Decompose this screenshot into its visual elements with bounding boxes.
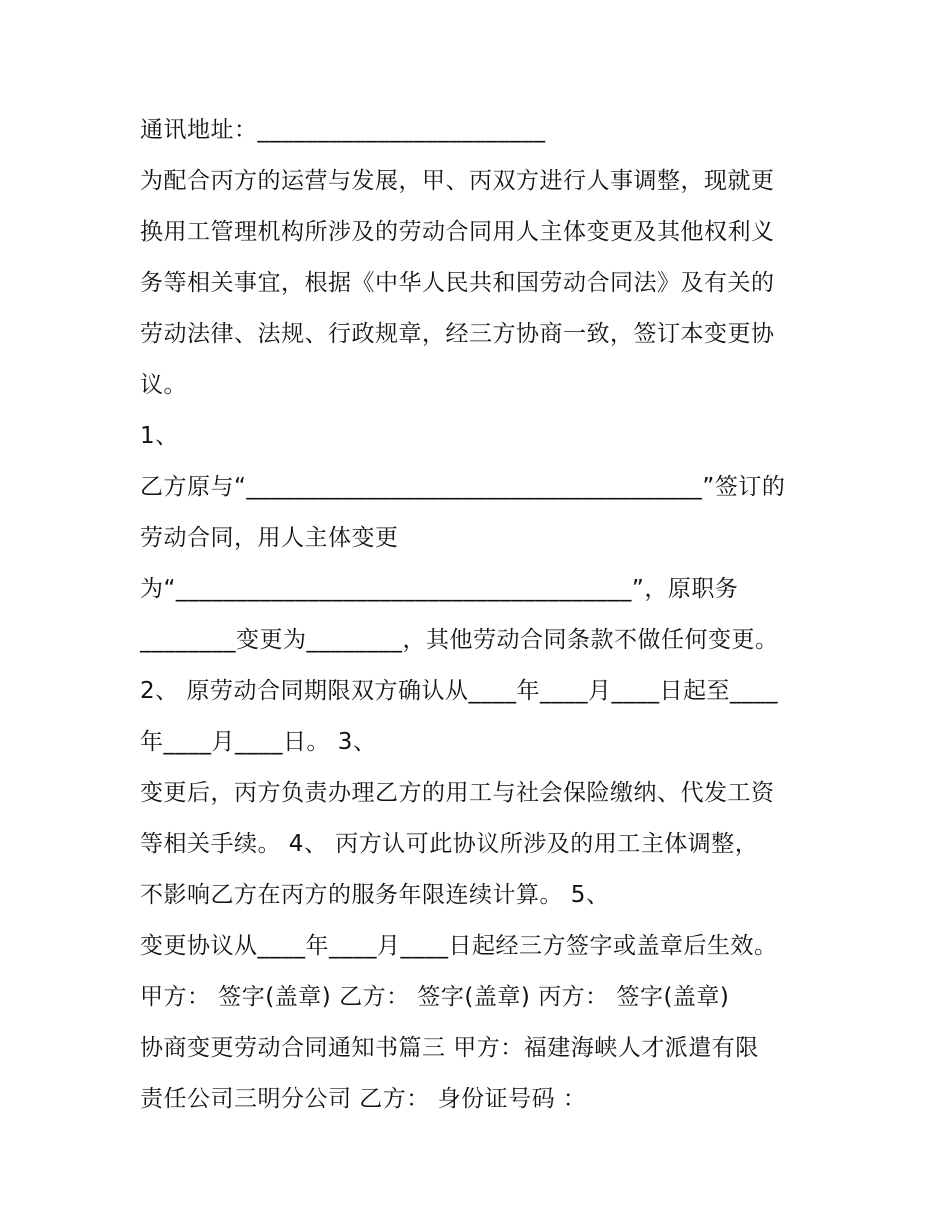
clause-line: 不影响乙方在丙方的服务年限连续计算。 5、: [140, 882, 610, 908]
paragraph-line: 务等相关事宜，根据《中华人民共和国劳动合同法》及有关的: [140, 270, 775, 296]
clause-line: 乙方原与“______________________________________”签订的: [140, 474, 786, 500]
party-info-line: 责任公司三明分公司 乙方： 身份证号码 ：: [140, 1086, 587, 1112]
signature-line: 甲方： 签字(盖章) 乙方： 签字(盖章) 丙方： 签字(盖章): [140, 984, 730, 1010]
paragraph-line: 议。: [140, 372, 187, 398]
clause-line: 变更协议从____年____月____日起经三方签字或盖章后生效。: [140, 933, 778, 959]
address-line: 通讯地址：________________________: [140, 117, 546, 143]
clause-line: 2、 原劳动合同期限双方确认从____年____月____日起至____: [140, 678, 778, 704]
clause-line: 变更后，丙方负责办理乙方的用工与社会保险缴纳、代发工资: [140, 780, 775, 806]
clause-line: 等相关手续。 4、 丙方认可此协议所涉及的用工主体调整，: [140, 831, 759, 857]
paragraph-line: 换用工管理机构所涉及的劳动合同用人主体变更及其他权利义: [140, 219, 775, 245]
clause-line: 劳动合同，用人主体变更: [140, 525, 399, 551]
clause-line: ________变更为________，其他劳动合同条款不做任何变更。: [140, 627, 779, 653]
clause-number: 1、: [140, 423, 179, 449]
clause-line: 年____月____日。 3、: [140, 729, 377, 755]
paragraph-line: 为配合丙方的运营与发展，甲、丙双方进行人事调整，现就更: [140, 168, 775, 194]
paragraph-line: 劳动法律、法规、行政规章，经三方协商一致，签订本变更协: [140, 321, 775, 347]
section-heading-line: 协商变更劳动合同通知书篇三 甲方：福建海峡人才派遣有限: [140, 1035, 759, 1061]
clause-line: 为“______________________________________”，原职务: [140, 576, 739, 602]
